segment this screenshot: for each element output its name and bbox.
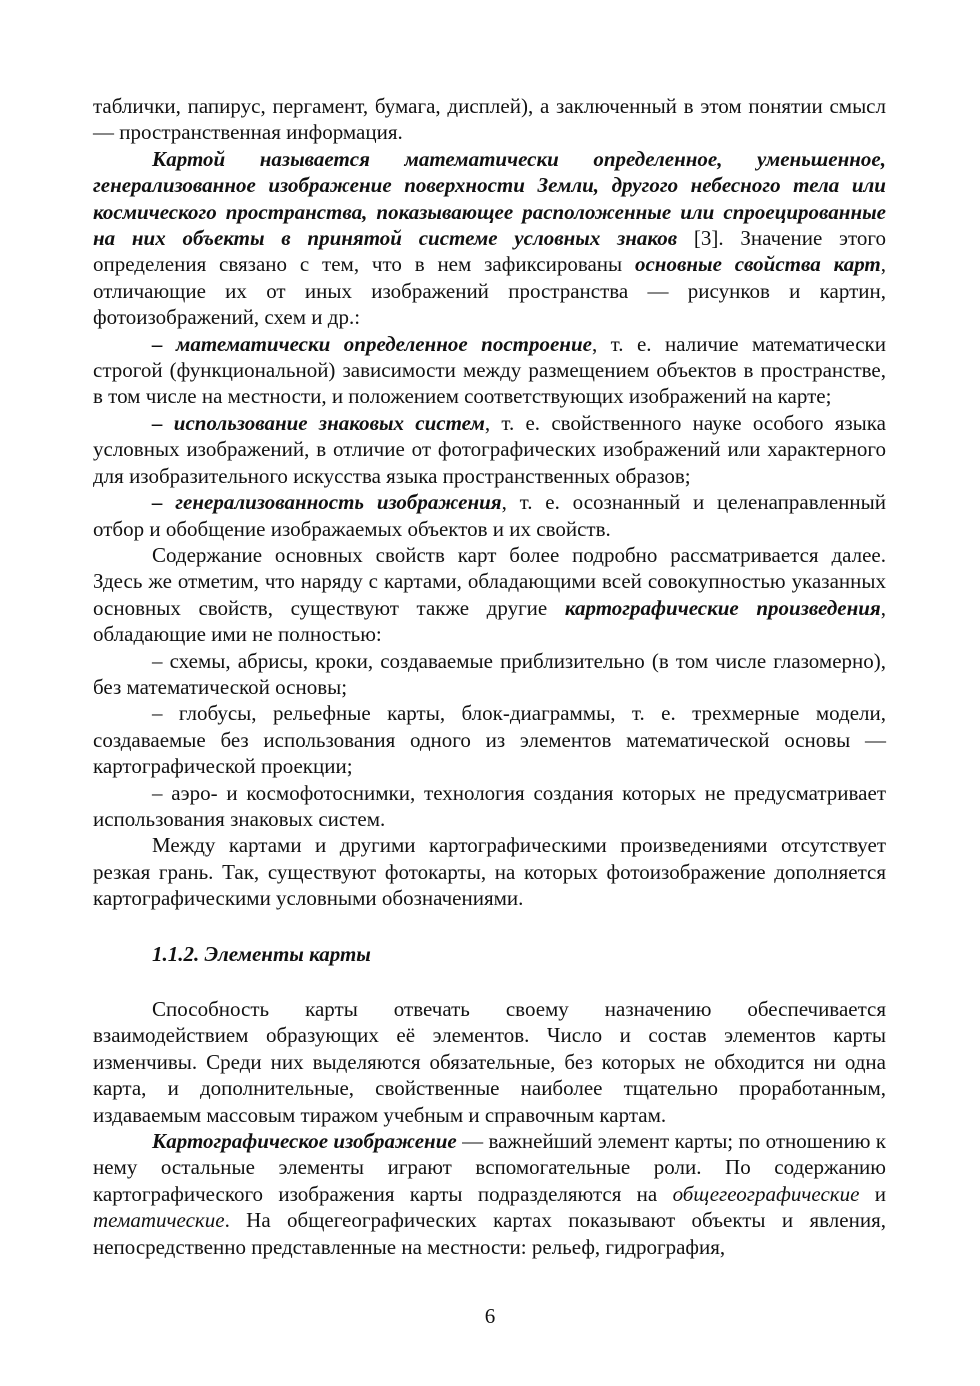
list-item-property	[93, 489, 886, 542]
property-term: – математически определенное построение	[152, 331, 592, 356]
paragraph-text: и	[859, 1181, 886, 1206]
paragraph-text: таблички, папирус, пергамент, бумага, дисплей), а заключенный в этом понятии смысл — пространственная информация.	[93, 94, 886, 145]
page-body	[93, 93, 886, 1260]
list-item-work	[93, 648, 886, 701]
italic-term: тематические	[93, 1208, 225, 1233]
property-term: – генерализованность изображения	[152, 490, 502, 515]
property-term: – использование знаковых систем	[152, 410, 485, 435]
emphasis-term: Картографическое изображение	[152, 1129, 457, 1154]
paragraph-map-definition	[93, 146, 886, 331]
list-item-property	[93, 331, 886, 410]
paragraph-text: – аэро- и космофотоснимки, технология создания которых не предусматривает использования знаковых систем.	[93, 780, 886, 831]
paragraph-text: , т. е. наличие математически строгой (функциональной) зависимости между размещением объектов в пространстве, в том числе на местности, и положением соответствующих изображений на карте;	[93, 331, 886, 409]
list-item-work	[93, 780, 886, 833]
paragraph	[93, 832, 886, 911]
map-definition: Картой называется математически определенное, уменьшенное, генерализованное изображение поверхности Земли, другого небесного тела или космического пространства, показывающее расположенные или спроецированные на них объекты в принятой системе условных знаков	[93, 146, 886, 251]
paragraph-text: , т. е. свойственного науке особого языка условных изображений, в отличие от фотографических изображений или характерного для изобразительного искусства языка пространственных образов;	[93, 410, 887, 488]
emphasis-term: основные свойства карт	[634, 252, 881, 277]
paragraph-text: , т. е. осознанный и целенаправленный отбор и обобщение изображаемых объектов и их свойств.	[93, 490, 886, 541]
paragraph-continuation	[93, 93, 886, 146]
paragraph-text: — важнейший элемент карты; по отношению к нему остальные элементы играют вспомогательные роли. По содержанию картографического изображения карты подразделяются на	[93, 1129, 886, 1206]
list-item-property	[93, 410, 886, 489]
paragraph-text: [3]. Значение этого определения связано с тем, что в нем зафиксированы	[93, 226, 886, 277]
italic-term: общегеографические	[672, 1181, 860, 1206]
paragraph-text: , отличающие их от иных изображений пространства — рисунков и картин, фотоизображений, схем и др.:	[93, 252, 886, 330]
page-number: 6	[484, 1304, 496, 1328]
paragraph-text: Между картами и другими картографическими произведениями отсутствует резкая грань. Так, существуют фотокарты, на которых фотоизображение дополняется картографическими условными обозначениями.	[93, 833, 886, 911]
emphasis-term: картографические произведения	[564, 595, 881, 620]
paragraph-text: – схемы, абрисы, кроки, создаваемые приблизительно (в том числе глазомерно), без математической основы;	[93, 648, 886, 699]
paragraph-text: Содержание основных свойств карт более подробно рассматривается далее. Здесь же отметим, что наряду с картами, обладающими всей совокупностью указанных основных свойств, существуют также другие	[93, 542, 886, 620]
section-heading: 1.1.2. Элементы карты	[152, 941, 371, 966]
paragraph-text: . На общегеографических картах показывают объекты и явления, непосредственно представленные на местности: рельеф, гидрография,	[93, 1208, 886, 1259]
paragraph-cartographic-image	[93, 1128, 886, 1260]
paragraph	[93, 996, 886, 1128]
paragraph-text: – глобусы, рельефные карты, блок-диаграммы, т. е. трехмерные модели, создаваемые без использования одного из элементов математической основы — картографической проекции;	[93, 701, 886, 779]
paragraph-text: , обладающие ими не полностью:	[93, 595, 886, 647]
paragraph-cartographic-works	[93, 542, 886, 648]
list-item-work	[93, 700, 886, 779]
paragraph-text: Способность карты отвечать своему назначению обеспечивается взаимодействием образующих её элементов. Число и состав элементов карты изменчивы. Среди них выделяются обязательные, без которых не обходится ни одна карта, и дополнительные, свойственные наиболее тщательно проработанным, издаваемым массовым тиражом учебным и справочным картам.	[93, 996, 886, 1127]
